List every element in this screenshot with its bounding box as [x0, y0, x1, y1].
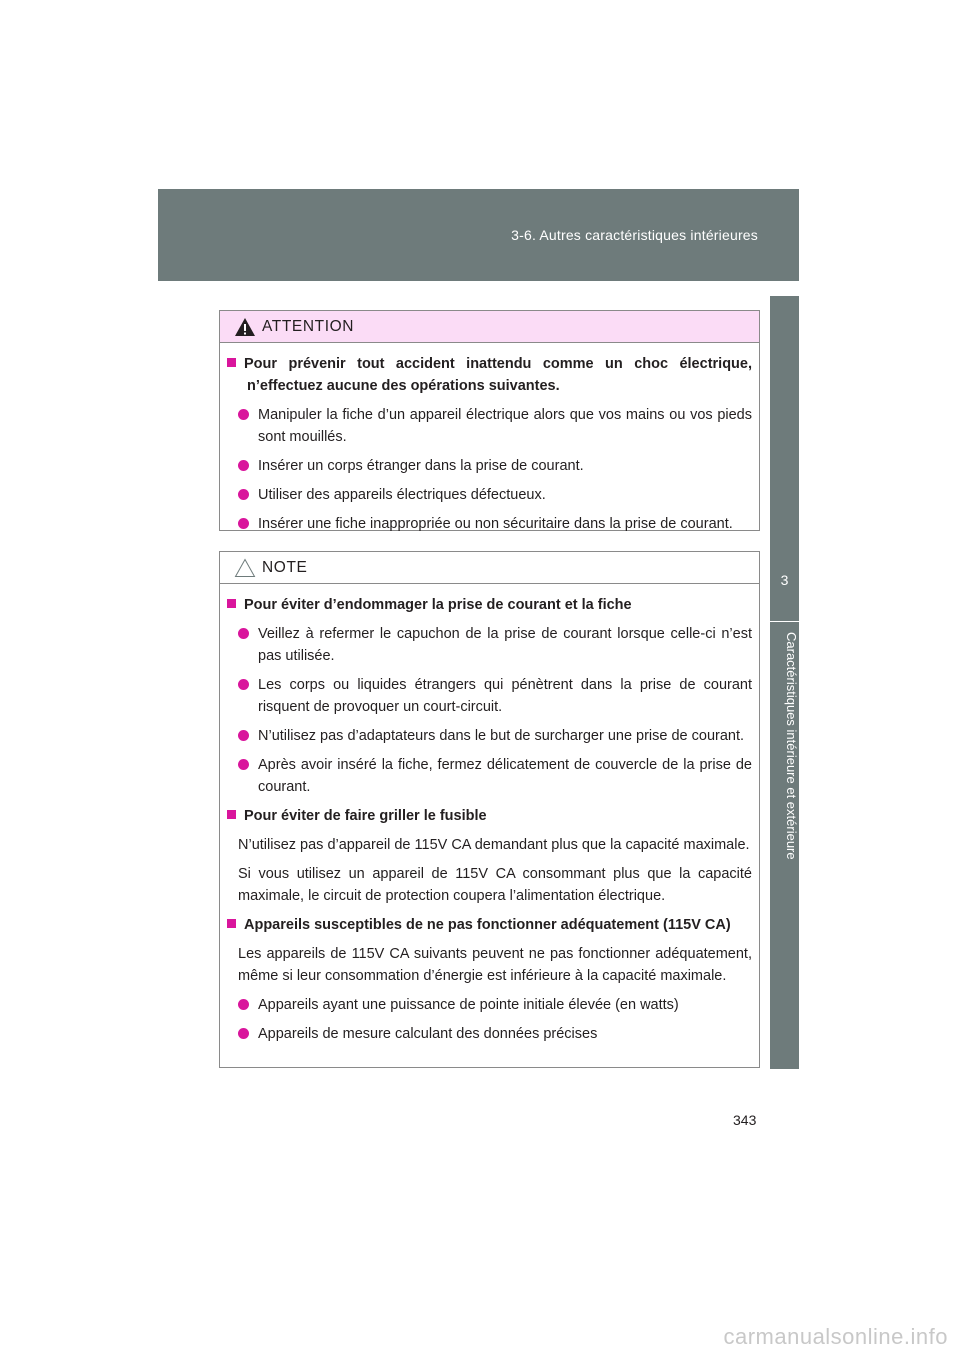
header-band: [158, 189, 799, 281]
warning-icon: [234, 317, 256, 337]
paragraph: Les appareils de 115V CA suivants peuvent ne pas fonctionner adéquatement, même si leur consommation d’énergie est inférieure à la capacité maximale.: [238, 946, 752, 984]
attention-header: [220, 311, 759, 343]
circle-bullet-icon: [238, 730, 249, 741]
chapter-number: 3: [780, 572, 789, 588]
circle-bullet-icon: [238, 460, 249, 471]
square-bullet-icon: [227, 919, 236, 928]
list-item: Manipuler la fiche d’un appareil électrique alors que vos mains ou vos pieds sont mouillés.: [227, 404, 752, 448]
square-bullet-icon: [227, 810, 236, 819]
chapter-title: Caractéristiques intérieure et extérieure: [784, 632, 799, 860]
note-heading-1: Pour éviter d’endommager la prise de courant et la fiche: [227, 594, 752, 616]
attention-heading: Pour prévenir tout accident inattendu comme un choc électrique, n’effectuez aucune des opérations suivantes.: [227, 353, 752, 397]
square-bullet-icon: [227, 599, 236, 608]
list-item: Appareils ayant une puissance de pointe initiale élevée (en watts): [227, 994, 752, 1016]
list-item: Après avoir inséré la fiche, fermez délicatement de couvercle de la prise de courant.: [227, 754, 752, 798]
circle-bullet-icon: [238, 489, 249, 500]
circle-bullet-icon: [238, 409, 249, 420]
note-header: [220, 552, 759, 584]
caution-outline-icon: [234, 558, 256, 578]
list-item: Les corps ou liquides étrangers qui pénètrent dans la prise de courant risquent de provoquer un court-circuit.: [227, 674, 752, 718]
side-tab-gap: [770, 281, 799, 296]
list-item: N’utilisez pas d’adaptateurs dans le but de surcharger une prise de courant.: [227, 725, 752, 747]
circle-bullet-icon: [238, 759, 249, 770]
square-bullet-icon: [227, 358, 236, 367]
note-label: NOTE: [262, 559, 308, 576]
attention-label: ATTENTION: [262, 318, 355, 335]
circle-bullet-icon: [238, 1028, 249, 1039]
list-item: Appareils de mesure calculant des données précises: [227, 1023, 752, 1045]
list-item: Insérer une fiche inappropriée ou non sécuritaire dans la prise de courant.: [227, 513, 752, 535]
list-item: Utiliser des appareils électriques défectueux.: [227, 484, 752, 506]
note-box: [219, 551, 760, 1068]
circle-bullet-icon: [238, 999, 249, 1010]
circle-bullet-icon: [238, 518, 249, 529]
section-title: 3-6. Autres caractéristiques intérieures: [511, 227, 758, 243]
attention-box: [219, 310, 760, 531]
paragraph: N’utilisez pas d’appareil de 115V CA demandant plus que la capacité maximale.: [238, 837, 750, 853]
list-item: Insérer un corps étranger dans la prise de courant.: [227, 455, 752, 477]
circle-bullet-icon: [238, 679, 249, 690]
note-heading-3: Appareils susceptibles de ne pas fonctionner adéquatement (115V CA): [227, 914, 752, 936]
circle-bullet-icon: [238, 628, 249, 639]
list-item: Veillez à refermer le capuchon de la prise de courant lorsque celle-ci n’est pas utilisée.: [227, 623, 752, 667]
side-tab-divider: [770, 621, 799, 622]
page-number: 343: [733, 1112, 757, 1128]
watermark: carmanualsonline.info: [723, 1324, 948, 1349]
paragraph: Si vous utilisez un appareil de 115V CA consommant plus que la capacité maximale, le circuit de protection coupera l’alimentation électrique.: [238, 866, 752, 904]
note-heading-2: Pour éviter de faire griller le fusible: [227, 805, 752, 827]
